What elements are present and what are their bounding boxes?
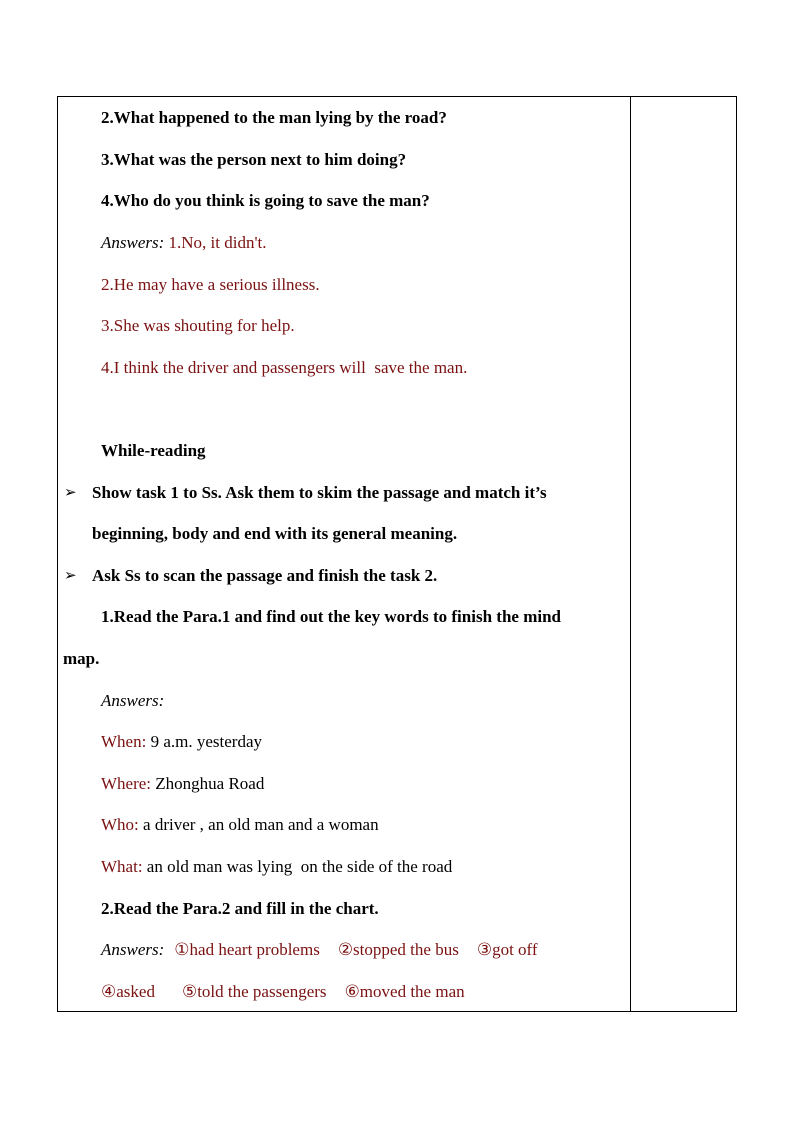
where-value: Zhonghua Road: [151, 774, 265, 793]
chart-answer-5: ⑤told the passengers: [181, 982, 327, 1001]
question-4: 4.Who do you think is going to save the man?: [101, 191, 430, 210]
question-2: 2.What happened to the man lying by the road?: [101, 108, 447, 127]
chart-answers-line-1: [101, 940, 538, 960]
what-value: an old man was lying on the side of the road: [142, 857, 453, 876]
answer-3: 3.She was shouting for help.: [101, 316, 295, 335]
task-2-instruction: 2.Read the Para.2 and fill in the chart.: [101, 899, 379, 918]
when-value: 9 a.m. yesterday: [146, 732, 262, 751]
what-line: [101, 857, 452, 877]
while-reading-heading: While-reading: [101, 441, 206, 460]
answer-1: 1.No, it didn't.: [164, 233, 267, 252]
bullet-arrow-icon: ➢: [64, 568, 77, 584]
answers-label: Answers:: [101, 940, 165, 959]
chart-answer-2: ②stopped the bus: [337, 940, 459, 959]
chart-answer-4: ④asked: [101, 982, 155, 1001]
bullet-1-line-1: Show task 1 to Ss. Ask them to skim the passage and match it’s: [92, 483, 547, 502]
who-line: [101, 815, 379, 835]
answer-4: 4.I think the driver and passengers will save the man.: [101, 358, 468, 377]
where-label: Where:: [101, 774, 152, 793]
chart-answers-line-2: [101, 982, 465, 1002]
when-line: [101, 732, 262, 752]
what-label: What:: [101, 857, 143, 876]
task-1-line-2: map.: [63, 649, 100, 668]
answer-2: 2.He may have a serious illness.: [101, 275, 320, 294]
who-label: Who:: [101, 815, 139, 834]
answers-label: Answers:: [101, 233, 165, 252]
bullet-1-line-2: beginning, body and end with its general meaning.: [92, 524, 458, 543]
answers-label: Answers:: [101, 691, 165, 710]
who-value: a driver , an old man and a woman: [138, 815, 379, 834]
question-3: 3.What was the person next to him doing?: [101, 150, 407, 169]
chart-answer-1: ①had heart problems: [174, 940, 320, 959]
bullet-arrow-icon: ➢: [64, 485, 77, 501]
bullet-2: Ask Ss to scan the passage and finish the task 2.: [92, 566, 438, 585]
when-label: When:: [101, 732, 147, 751]
chart-answer-6: ⑥moved the man: [344, 982, 465, 1001]
column-divider: [630, 96, 631, 1012]
chart-answer-3: ③got off: [476, 940, 538, 959]
task-1-line-1: 1.Read the Para.1 and find out the key words to finish the mind: [101, 607, 561, 626]
where-line: [101, 774, 264, 794]
answers-line-1: [101, 233, 267, 253]
